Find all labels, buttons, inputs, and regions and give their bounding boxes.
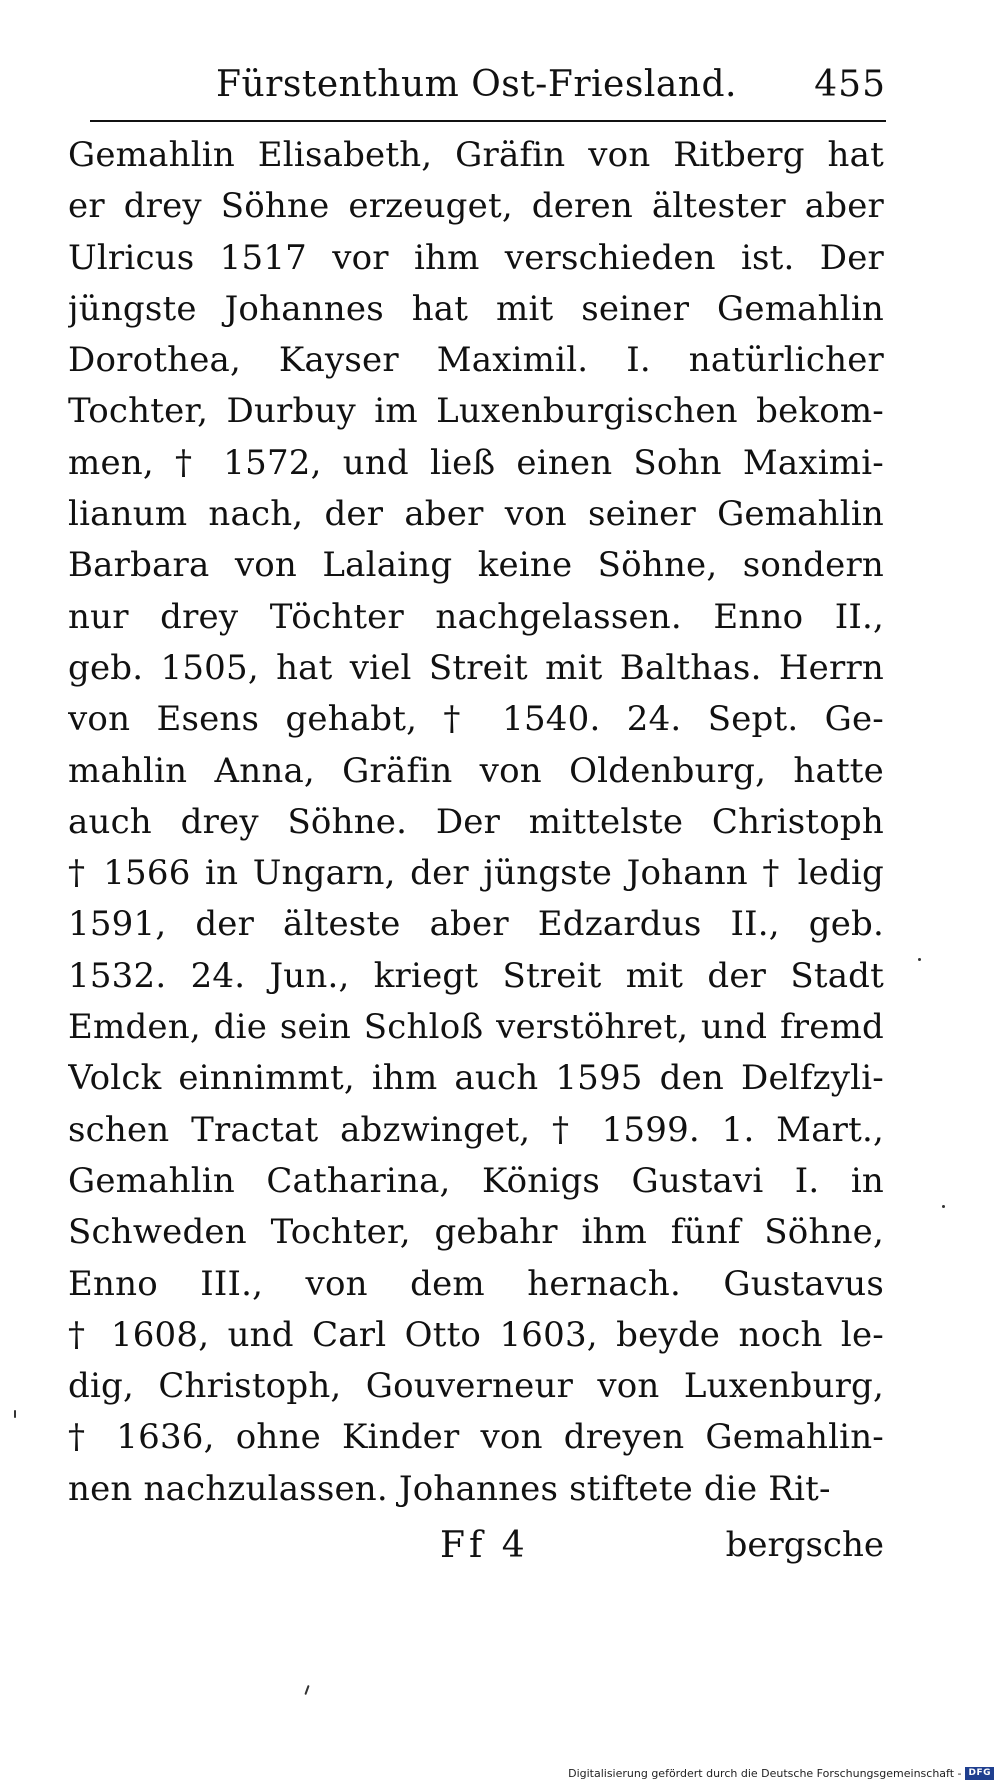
text-line: jüngste Johannes hat mit seiner Gemahlin: [68, 288, 884, 329]
text-line: Ulricus 1517 vor ihm verschieden ist. Der: [68, 237, 884, 278]
text-line: † 1636, ohne Kinder von dreyen Gemahlin-: [68, 1417, 884, 1458]
page-header: [216, 64, 886, 116]
signature-mark: Ff 4: [440, 1525, 529, 1566]
dfg-logo-icon: DFG: [965, 1767, 994, 1780]
print-speck: [304, 1685, 309, 1695]
text-line: 1591, der älteste aber Edzardus II., geb.: [68, 904, 884, 945]
footer-credit: Digitalisierung gefördert durch die Deutsche Forschungsgemeinschaft -: [568, 1766, 962, 1780]
header-rule: [90, 120, 886, 122]
print-speck: [918, 958, 921, 961]
text-line: geb. 1505, hat viel Streit mit Balthas. Herrn: [68, 647, 884, 688]
text-line: auch drey Söhne. Der mittelste Christoph: [68, 801, 884, 842]
text-line: dig, Christoph, Gouverneur von Luxenburg,: [68, 1366, 884, 1407]
text-line: von Esens gehabt, † 1540. 24. Sept. Ge-: [68, 699, 884, 740]
text-line: Volck einnimmt, ihm auch 1595 den Delfzyli-: [68, 1058, 884, 1099]
text-line: Gemahlin Elisabeth, Gräfin von Ritberg hat: [68, 135, 884, 175]
page-number: 455: [814, 64, 886, 105]
digitization-footer: [568, 1765, 994, 1781]
text-line: 1532. 24. Jun., kriegt Streit mit der Stadt: [68, 955, 884, 996]
text-line: Enno III., von dem hernach. Gustavus: [68, 1263, 884, 1304]
text-line: † 1566 in Ungarn, der jüngste Johann † ledig: [68, 853, 884, 894]
text-line: schen Tractat abzwinget, † 1599. 1. Mart.,: [68, 1109, 884, 1150]
text-line: er drey Söhne erzeuget, deren ältester aber: [68, 186, 884, 227]
text-line: Dorothea, Kayser Maximil. I. natürlicher: [68, 340, 884, 381]
body-text: [68, 130, 884, 1515]
running-title: Fürstenthum Ost-Friesland.: [216, 64, 737, 105]
text-line: nen nachzulassen. Johannes stiftete die Rit-: [68, 1468, 831, 1509]
text-line: men, † 1572, und ließ einen Sohn Maximi-: [68, 442, 884, 483]
print-speck: [14, 1410, 16, 1418]
catchword: bergsche: [725, 1525, 884, 1565]
text-line: mahlin Anna, Gräfin von Oldenburg, hatte: [68, 750, 884, 791]
text-line: lianum nach, der aber von seiner Gemahlin: [68, 494, 884, 535]
text-line: Barbara von Lalaing keine Söhne, sondern: [68, 545, 884, 586]
text-line: Emden, die sein Schloß verstöhret, und fremd: [68, 1007, 884, 1048]
text-line: † 1608, und Carl Otto 1603, beyde noch le-: [68, 1314, 884, 1355]
print-speck: [942, 1205, 945, 1208]
text-line: nur drey Töchter nachgelassen. Enno II.,: [68, 596, 884, 637]
text-line: Gemahlin Catharina, Königs Gustavi I. in: [68, 1160, 884, 1201]
text-line: Tochter, Durbuy im Luxenburgischen bekom-: [68, 391, 884, 432]
text-line: Schweden Tochter, gebahr ihm fünf Söhne,: [68, 1212, 884, 1253]
